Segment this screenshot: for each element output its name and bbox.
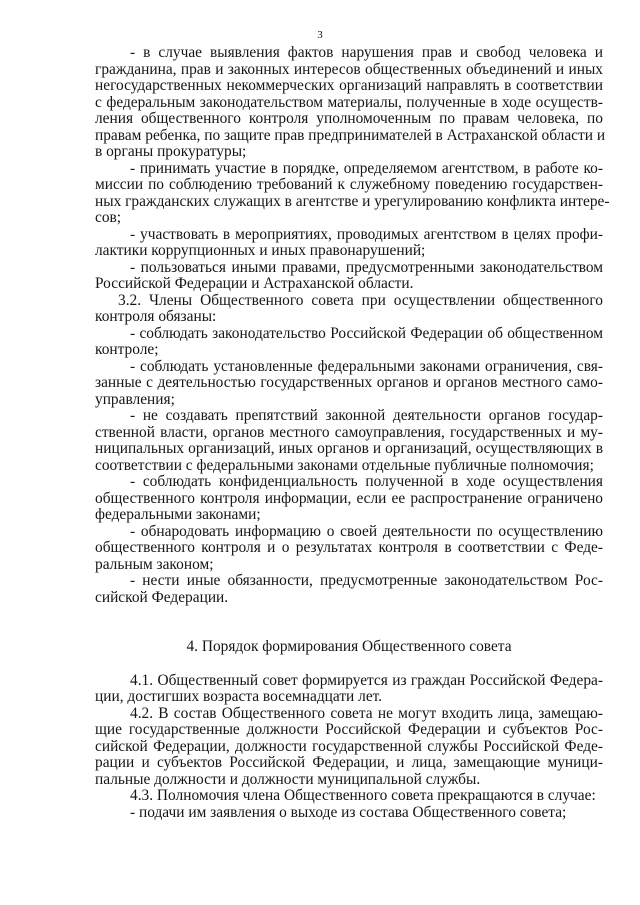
text-line: пальные должности и должности муниципальной службы. <box>95 771 481 788</box>
text-line: - соблюдать законодательство Российской Федерации об общественном <box>130 325 603 342</box>
text-line: - в случае выявления фактов нарушения прав и свобод человека и <box>130 44 603 61</box>
text-line: - участвовать в мероприятиях, проводимых агентством в целях профи- <box>130 226 603 243</box>
text-line: федеральными законами; <box>95 506 261 523</box>
text-line: сов; <box>95 209 122 226</box>
text-line: 3.2. Члены Общественного совета при осуществлении общественного <box>118 292 603 309</box>
text-line: ления общественного контроля уполномоченным по правам человека, по <box>95 110 603 127</box>
text-line: в органы прокуратуры; <box>95 143 247 160</box>
text-line: правам ребенка, по защите прав предпринимателей в Астраханской области и <box>95 127 606 144</box>
text-line: - пользоваться иными правами, предусмотренными законодательством <box>130 259 603 276</box>
text-line: ниципальных организаций, иных органов и организаций, осуществляющих в <box>95 440 603 457</box>
text-line: общественного контроля и о результатах контроля в соответствии с Феде- <box>95 539 603 556</box>
text-line: управления; <box>95 391 175 408</box>
text-line: - подачи им заявления о выходе из состава Общественного совета; <box>130 804 567 821</box>
text-line: гражданина, прав и законных интересов общественных объединений и иных <box>95 61 603 78</box>
text-line: 4.2. В состав Общественного совета не могут входить лица, замещаю- <box>130 705 603 722</box>
text-line: контроля обязаны: <box>95 308 217 325</box>
text-line: лактики коррупционных и иных правонарушений; <box>95 242 426 259</box>
text-line: негосударственных некоммерческих организаций направлять в соответствии <box>95 77 603 94</box>
text-line: 4.1. Общественный совет формируется из граждан Российской Федера- <box>130 672 603 689</box>
text-line: щие государственные должности Российской Федерации и субъектов Рос- <box>95 721 603 738</box>
text-line: сийской Федерации. <box>95 589 229 606</box>
text-line: занные с деятельностью государственных органов и органов местного само- <box>95 374 603 391</box>
page-number: 3 <box>317 29 323 41</box>
text-line: с федеральным законодательством материалы, полученные в ходе осуществ- <box>95 94 603 111</box>
text-line: - не создавать препятствий законной деятельности органов государ- <box>130 407 603 424</box>
text-line: миссии по соблюдению требований к служебному поведению государствен- <box>95 176 603 193</box>
text-line: сийской Федерации, должности государственной службы Российской Феде- <box>95 738 603 755</box>
text-line: контроле; <box>95 341 159 358</box>
text-line: - принимать участие в порядке, определяемом агентством, в работе ко- <box>130 160 603 177</box>
text-line: ции, достигших возраста восемнадцати лет. <box>95 688 383 705</box>
text-line: Российской Федерации и Астраханской области. <box>95 275 414 292</box>
text-line: 4.3. Полномочия члена Общественного совета прекращаются в случае: <box>130 787 596 804</box>
text-line: - нести иные обязанности, предусмотренные законодательством Рос- <box>130 572 603 589</box>
section-heading: 4. Порядок формирования Общественного совета <box>186 638 512 655</box>
text-line: соответствии с федеральными законами отдельные публичные полномочия; <box>95 457 594 474</box>
text-line: - соблюдать конфиденциальность полученной в ходе осуществления <box>130 473 603 490</box>
text-line: ральным законом; <box>95 556 214 573</box>
text-line: рации и субъектов Российской Федерации, и лица, замещающие муници- <box>95 754 603 771</box>
text-line: ных гражданских служащих в агентстве и урегулированию конфликта интере- <box>95 193 610 210</box>
text-line: ственной власти, органов местного самоуправления, государственных и му- <box>95 424 603 441</box>
text-line: - соблюдать установленные федеральными законами ограничения, свя- <box>130 358 603 375</box>
text-line: общественного контроля информации, если ее распространение ограничено <box>95 490 603 507</box>
text-line: - обнародовать информацию о своей деятельности по осуществлению <box>130 523 603 540</box>
